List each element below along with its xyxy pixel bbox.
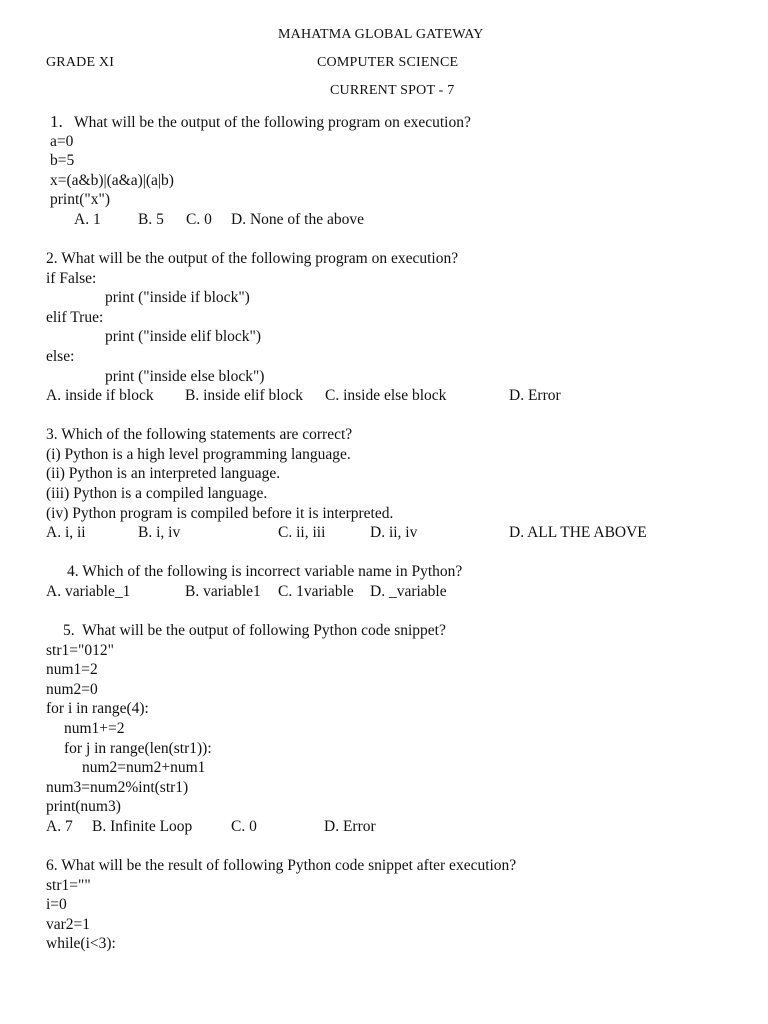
q3-statement: (ii) Python is an interpreted language. [46,465,281,482]
q1-code-line: print("x") [50,191,111,208]
q4-text: 4. Which of the following is incorrect variable name in Python? [67,563,463,580]
q1-option-c: C. 0 [186,211,212,228]
q4-option-d: D. _variable [370,583,447,600]
q3-option-c: C. ii, iii [278,524,326,541]
q5-text: 5. What will be the output of following Python code snippet? [63,622,446,639]
q2-option-a: A. inside if block [46,387,154,404]
q2-code-line: print ("inside else block") [105,368,265,385]
q5-option-d: D. Error [324,818,376,835]
q2-code-line: print ("inside elif block") [105,328,261,345]
q6-code-line: var2=1 [46,916,91,933]
q5-code-line: num2=0 [46,681,98,698]
q3-statement: (i) Python is a high level programming language. [46,446,351,463]
subject-label: COMPUTER SCIENCE [317,55,459,70]
q3-option-b: B. i, iv [138,524,181,541]
q3-statement: (iii) Python is a compiled language. [46,485,268,502]
q4-option-a: A. variable_1 [46,583,131,600]
q2-code-line: if False: [46,270,97,287]
q2-code-line: print ("inside if block") [105,289,250,306]
q5-code-line: num1+=2 [64,720,125,737]
q5-code-line: str1="012" [46,642,114,659]
worksheet-title: CURRENT SPOT - 7 [330,83,455,98]
q3-option-a: A. i, ii [46,524,86,541]
q5-code-line: for i in range(4): [46,700,149,717]
q2-text: 2. What will be the output of the following program on execution? [46,250,459,267]
q3-statement: (iv) Python program is compiled before it is interpreted. [46,505,394,522]
q1-number: 1. [50,112,63,131]
q5-option-b: B. Infinite Loop [92,818,193,835]
q5-code-line: num2=num2+num1 [82,759,206,776]
q5-code-line: num1=2 [46,661,98,678]
grade-label: GRADE XI [46,55,115,70]
q1-option-b: B. 5 [138,211,164,228]
q3-text: 3. Which of the following statements are correct? [46,426,353,443]
q2-option-c: C. inside else block [325,387,447,404]
q3-option-d: D. ii, iv [370,524,418,541]
q5-option-a: A. 7 [46,818,73,835]
q1-text: What will be the output of the following program on execution? [74,114,471,131]
q2-code-line: elif True: [46,309,104,326]
q1-option-d: D. None of the above [231,211,364,228]
q1-code-line: a=0 [50,133,74,150]
school-name: MAHATMA GLOBAL GATEWAY [278,27,484,42]
q2-code-line: else: [46,348,75,365]
q2-option-b: B. inside elif block [185,387,303,404]
q5-code-line: num3=num2%int(str1) [46,779,189,796]
q4-option-b: B. variable1 [185,583,261,600]
q1-code-line: b=5 [50,152,75,169]
q4-option-c: C. 1variable [278,583,354,600]
q6-code-line: str1="" [46,877,91,894]
q2-option-d: D. Error [509,387,561,404]
q5-option-c: C. 0 [231,818,257,835]
q3-option-e: D. ALL THE ABOVE [509,524,647,541]
q1-code-line: x=(a&b)|(a&a)|(a|b) [50,172,174,189]
q6-text: 6. What will be the result of following Python code snippet after execution? [46,857,517,874]
q5-code-line: print(num3) [46,798,121,815]
q6-code-line: i=0 [46,896,67,913]
q5-code-line: for j in range(len(str1)): [64,740,212,757]
q1-option-a: A. 1 [74,211,101,228]
q6-code-line: while(i<3): [46,935,116,952]
